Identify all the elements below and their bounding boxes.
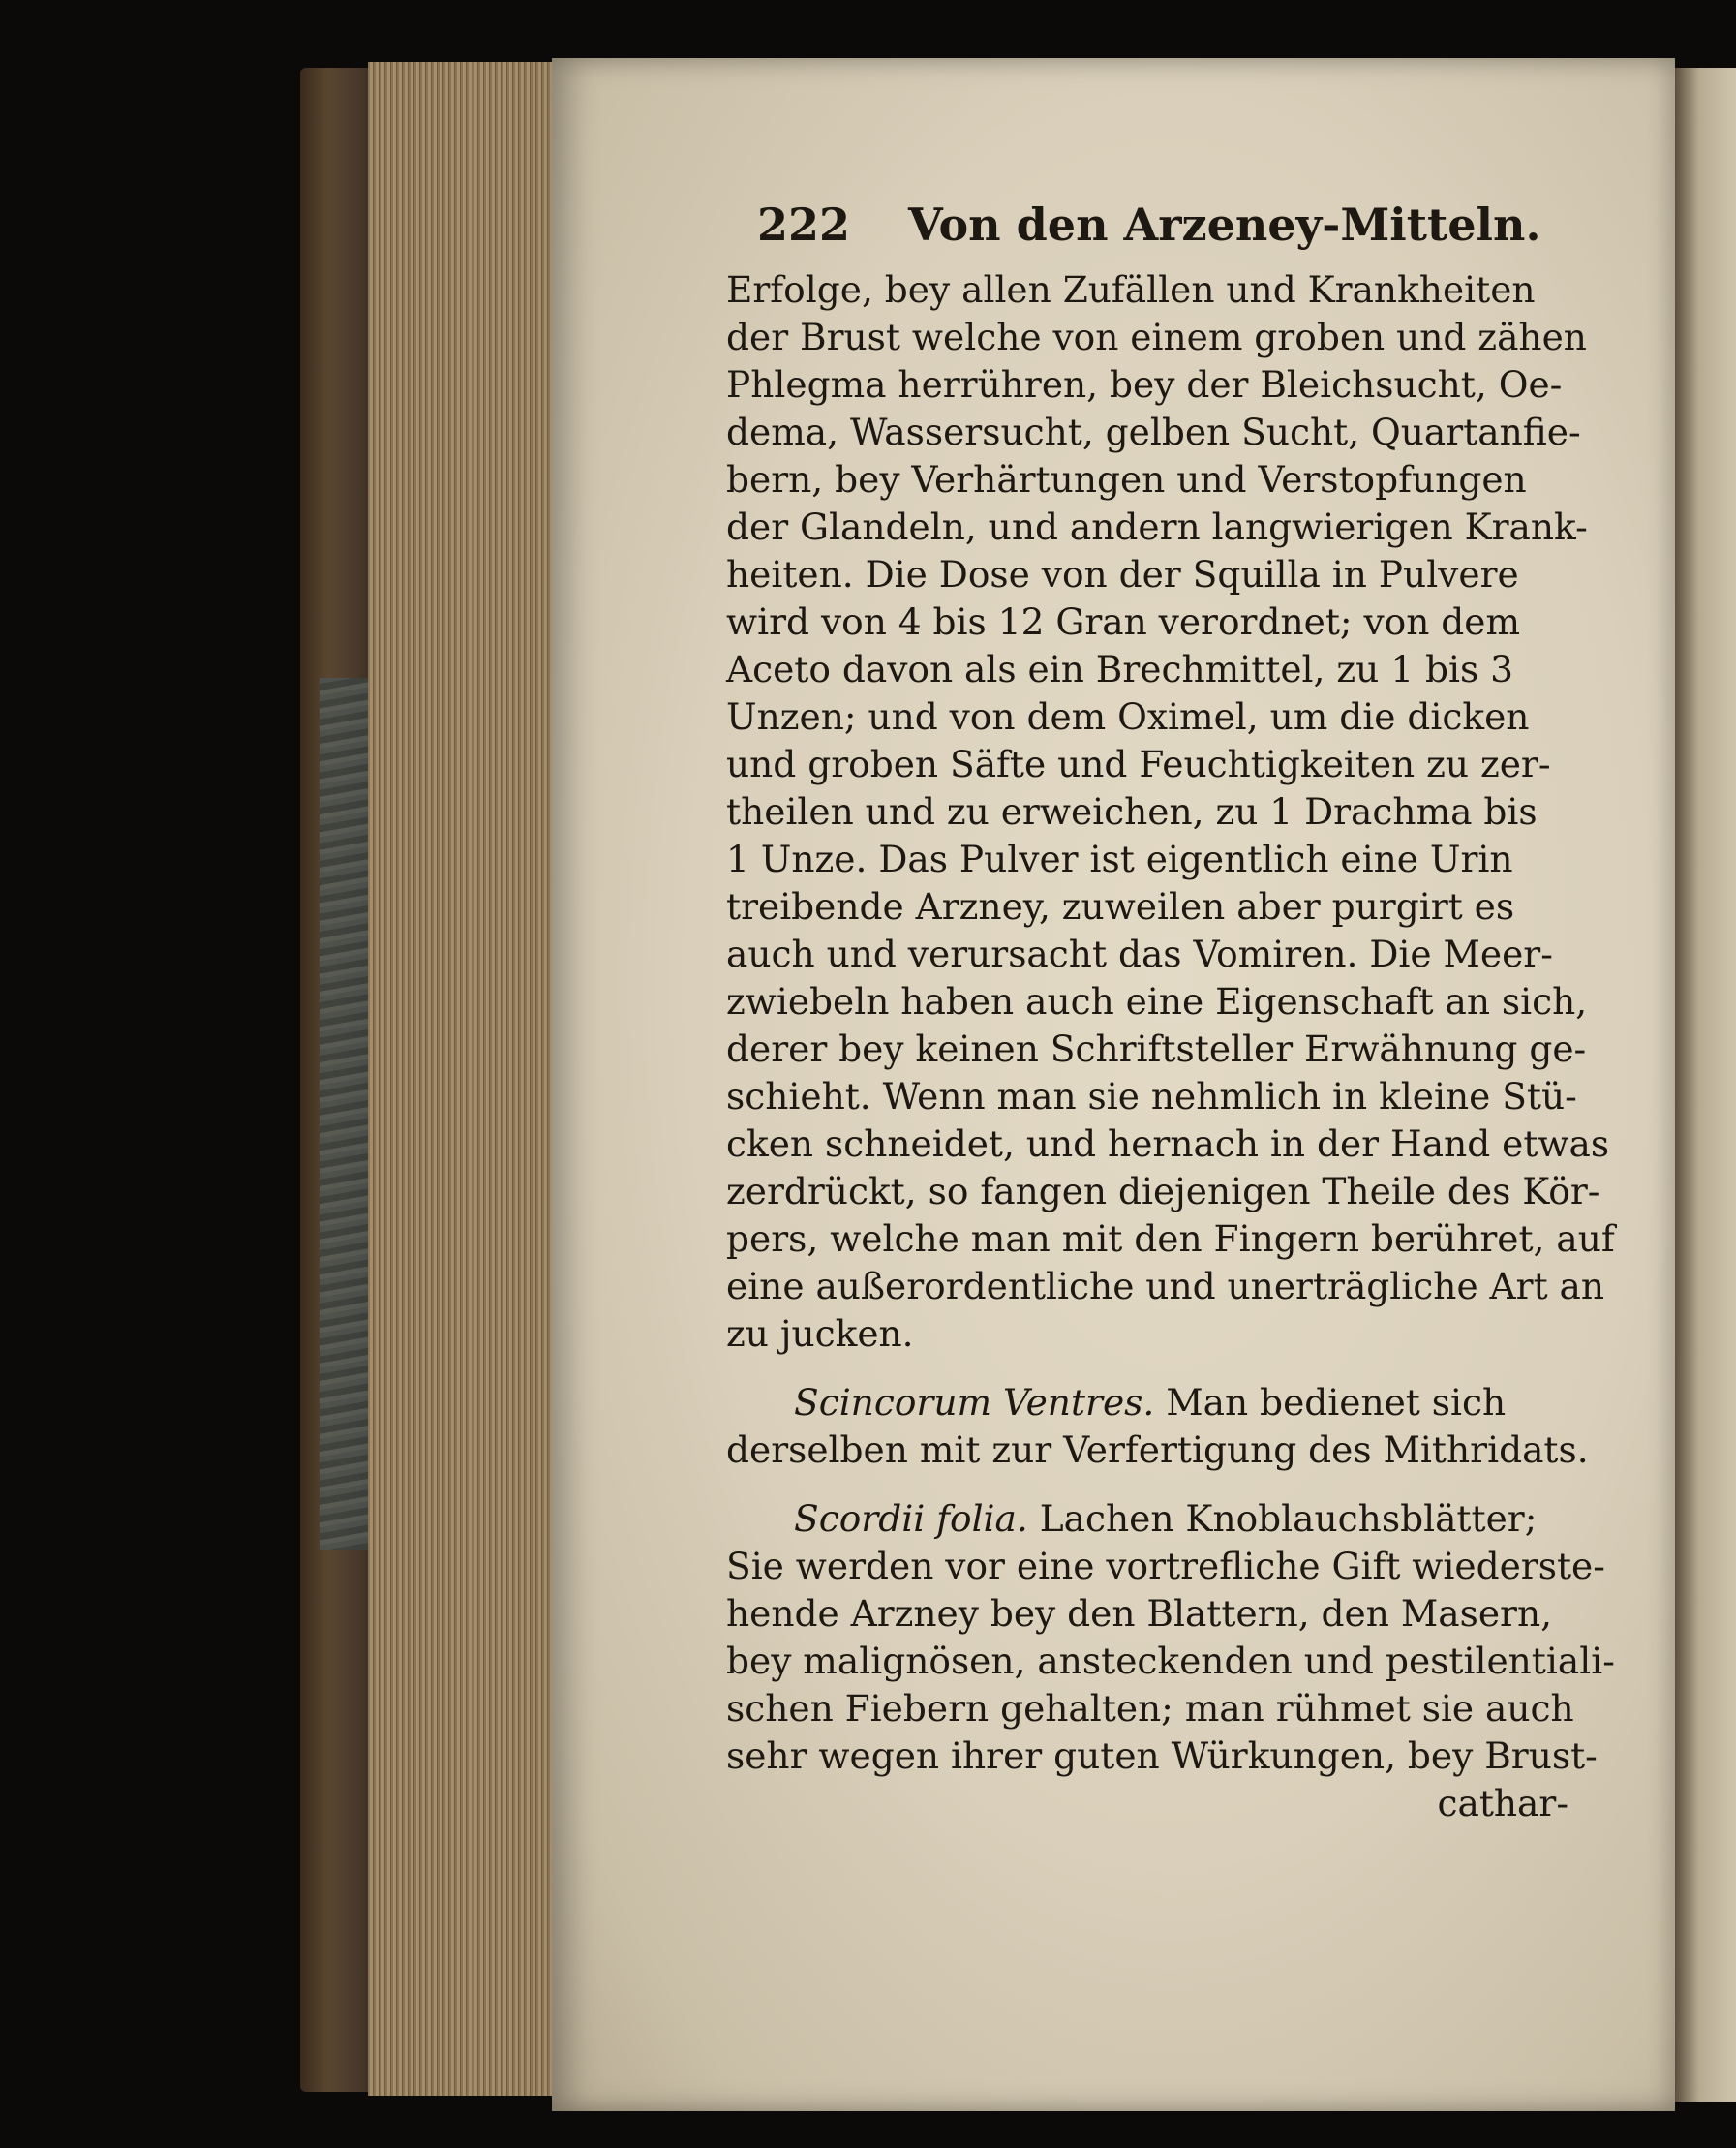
text-line: wird von 4 bis 12 Gran verordnet; von dem [726, 600, 1521, 643]
entry-text: Man bedienet sich [1166, 1381, 1507, 1424]
text-line: theilen und zu erweichen, zu 1 Drachma bis [726, 790, 1538, 833]
paragraph-scordii [726, 1495, 1615, 1780]
text-line: Sie werden vor eine vortrefliche Gift wiederste- [726, 1545, 1605, 1587]
body-text [455, 266, 1615, 1827]
text-line: sehr wegen ihrer guten Würkungen, bey Brust- [726, 1734, 1598, 1777]
text-line: auch und verursacht das Vomiren. Die Meer- [726, 933, 1553, 975]
entry-text: Lachen Knoblauchsblätter; [1039, 1497, 1538, 1540]
text-line: der Brust welche von einem groben und zähen [726, 316, 1587, 358]
catchword: cathar- [1437, 1782, 1568, 1825]
text-line: schen Fiebern gehalten; man rühmet sie auch [726, 1687, 1574, 1730]
text-line: heiten. Die Dose von der Squilla in Pulvere [726, 553, 1519, 596]
text-line: bern, bey Verhärtungen und Verstopfungen [726, 458, 1527, 501]
text-line: cken schneidet, und hernach in der Hand etwas [726, 1122, 1610, 1165]
text-line: zu jucken. [726, 1312, 914, 1355]
paragraph-scincorum [726, 1379, 1589, 1474]
entry-term: Scincorum Ventres. [794, 1381, 1155, 1424]
text-line: und groben Säfte und Feuchtigkeiten zu zer- [726, 743, 1551, 785]
text-line: bey malignösen, ansteckenden und pestilentiali- [726, 1640, 1615, 1682]
facing-page-edge [1675, 68, 1736, 2102]
text-line: zerdrückt, so fangen diejenigen Theile des Kör- [726, 1170, 1600, 1212]
text-line: Unzen; und von dem Oximel, um die dicken [726, 695, 1530, 738]
text-line: schieht. Wenn man sie nehmlich in kleine Stü- [726, 1075, 1577, 1118]
text-line [726, 1495, 1568, 1543]
running-header [757, 199, 1588, 251]
text-line: Erfolge, bey allen Zufällen und Krankheiten [726, 268, 1536, 311]
text-line: derselben mit zur Verfertigung des Mithridats. [726, 1428, 1589, 1471]
text-line: pers, welche man mit den Fingern berühret, auf [726, 1217, 1615, 1260]
paragraph-squilla [726, 266, 1615, 1358]
page-text [455, 199, 1615, 1827]
text-line: der Glandeln, und andern langwierigen Krank- [726, 506, 1588, 548]
text-line: dema, Wassersucht, gelben Sucht, Quartanfie- [726, 411, 1581, 453]
running-title: Von den Arzeney-Mitteln. [908, 199, 1541, 251]
text-line: 1 Unze. Das Pulver ist eigentlich eine Urin [726, 838, 1513, 880]
text-line: Aceto davon als ein Brechmittel, zu 1 bis 3 [726, 648, 1513, 690]
page-number: 222 [757, 199, 851, 251]
text-line: treibende Arzney, zuweilen aber purgirt es [726, 885, 1515, 928]
text-line: eine außerordentliche und unerträgliche Art an [726, 1265, 1605, 1307]
text-line: Phlegma herrühren, bey der Bleichsucht, Oe- [726, 363, 1563, 406]
text-line [726, 1379, 1568, 1427]
text-line: zwiebeln haben auch eine Eigenschaft an sich, [726, 980, 1588, 1023]
text-line: derer bey keinen Schriftsteller Erwähnung ge- [726, 1028, 1587, 1070]
text-line: hende Arzney bey den Blattern, den Masern, [726, 1592, 1553, 1635]
entry-term: Scordii folia. [794, 1497, 1028, 1540]
